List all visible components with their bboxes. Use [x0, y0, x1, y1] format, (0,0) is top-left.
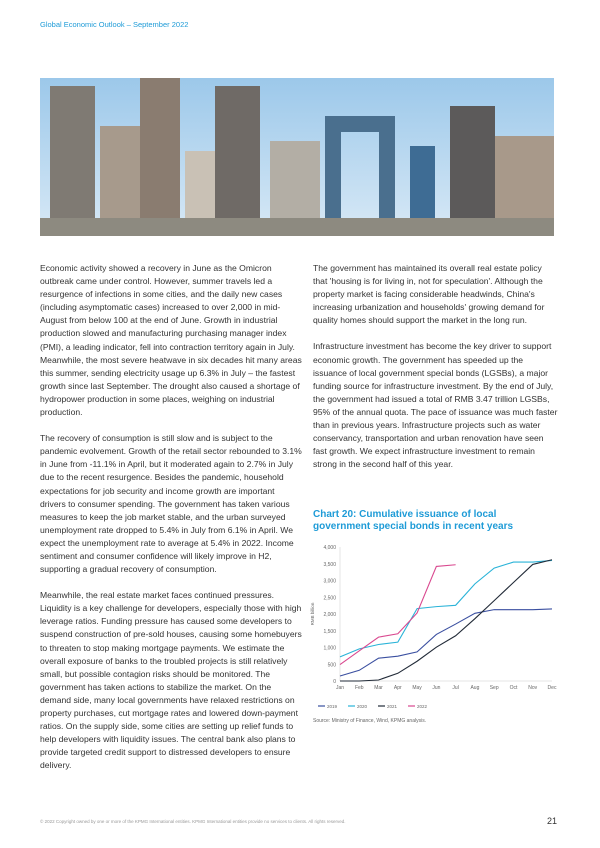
legend-label: 2019: [327, 704, 338, 709]
paragraph: The government has maintained its overall real estate policy that 'housing is for living in, not for speculation'. Although the property market is facing considerable headwinds, China's increasing urbanization and households' growing demand for quality homes should support the market in the long run.: [313, 263, 545, 326]
y-tick-label: 0: [333, 679, 336, 685]
legend-label: 2020: [357, 704, 368, 709]
y-tick-label: 2,000: [323, 612, 336, 618]
paragraph: Infrastructure investment has become the key driver to support economic growth. The government has speeded up the issuance of local government special bonds (LGSBs), a major funding source for infrastructure investment. By the end of July, the government had issued a total of RMB 3.47 trillion LGSBs, 95% of the annual quota. The pace of issuance was much faster than in previous years. Infrastructure projects such as water conservancy, transportation and urban renovation have seen fast growth. We expect infrastructure investment to remain strong in the second half of this year.: [313, 341, 558, 470]
paragraph: The recovery of consumption is still slow and is subject to the pandemic evolvement. Growth of the retail sector rebounded to 3.1% in June from -11.1% in April, but it moderated again to 2.7% in July due to the recent resurgence. Besides the pandemic, household expectations for job security and income growth are important drivers to consumer spending. The government has taken various measures to keep the job market stable, and the urban surveyed unemployment rate dropped to 5.4% in July from 6.1% in April. We expect the unemployment rate to average at 5.4% in 2022. Income sentiment and consumer confidence will likely improve in H2, supporting a gradual recovery of consumption.: [40, 433, 302, 575]
x-tick-label: Mar: [374, 685, 383, 691]
x-tick-label: Aug: [470, 685, 480, 691]
legend-label: 2021: [387, 704, 398, 709]
chart-source: Source: Ministry of Finance, Wind, KPMG analysis.: [313, 718, 427, 724]
x-tick-label: Sep: [489, 685, 499, 691]
x-tick-label: Apr: [393, 685, 402, 691]
x-tick-label: May: [412, 685, 422, 691]
y-tick-label: 2,500: [323, 595, 336, 602]
y-tick-label: 4,000: [323, 545, 336, 551]
x-tick-label: Feb: [354, 685, 364, 691]
y-tick-label: 1,000: [323, 645, 336, 652]
y-tick-label: 3,000: [323, 578, 336, 585]
x-tick-label: Nov: [528, 685, 538, 691]
chart-title: Chart 20: Cumulative issuance of local government special bonds in recent years: [313, 509, 514, 532]
x-tick-label: Dec: [547, 685, 557, 691]
running-header: Global Economic Outlook – September 2022: [40, 20, 189, 29]
x-tick-label: Oct: [509, 685, 518, 691]
right-column: [313, 262, 558, 484]
x-tick-label: Jan: [335, 685, 345, 691]
paragraph: Economic activity showed a recovery in June as the Omicron outbreak came under control. However, summer travels led a resurgence of infections in some cities, and the daily new cases (including asymptomatic cases) increased to over 2,000 in mid-August from below 100 at the end of June. Growth in industrial production slowed and manufacturing purchasing manager index (PMI), a leading indicator, fell into contraction territory again in July. Meanwhile, the most severe heatwave in six decades hit many areas this summer, sending electricity usage up 6.3% in July – the fastest growth since last September. The drought also caused a shortage of hydropower production in some places, weighing on industrial production.: [40, 263, 302, 418]
y-axis-label: RMB billion: [310, 602, 315, 626]
bond-issuance-line-chart: [300, 535, 565, 715]
y-tick-label: 500: [327, 662, 336, 669]
page-number: 21: [547, 816, 558, 826]
x-tick-label: Jun: [432, 685, 441, 691]
y-tick-label: 1,500: [323, 628, 336, 635]
city-skyline-photo: [40, 78, 554, 236]
y-tick-label: 3,500: [323, 561, 336, 568]
left-column: [40, 262, 302, 785]
paragraph: Meanwhile, the real estate market faces continued pressures. Liquidity is a key challenge for developers, especially those with high leverage ratios. Funding pressure has caused some developers to suspend construction of pre-sold houses, causing some homebuyers to threaten to stop making mortgage payments. We estimate the overall exposure of banks to the troubled projects is still relatively small, but possible contagion risks should be monitored. The government has taken actions to stabilize the market. On the demand side, many local governments have relaxed restrictions on property purchases, cut mortgage rates and lowered down-payment ratios. On the supply side, some cities are setting up relief funds to help developers with liquidity issues. The central bank also plans to provide targeted credit support to distressed developers to ensure delivery.: [40, 590, 302, 771]
x-tick-label: Jul: [452, 685, 459, 691]
copyright-footer: © 2022 Copyright owned by one or more of the KPMG International entities. KPMG International entities provide no services to clients. All rights reserved.: [40, 819, 346, 824]
legend-label: 2022: [417, 704, 428, 709]
